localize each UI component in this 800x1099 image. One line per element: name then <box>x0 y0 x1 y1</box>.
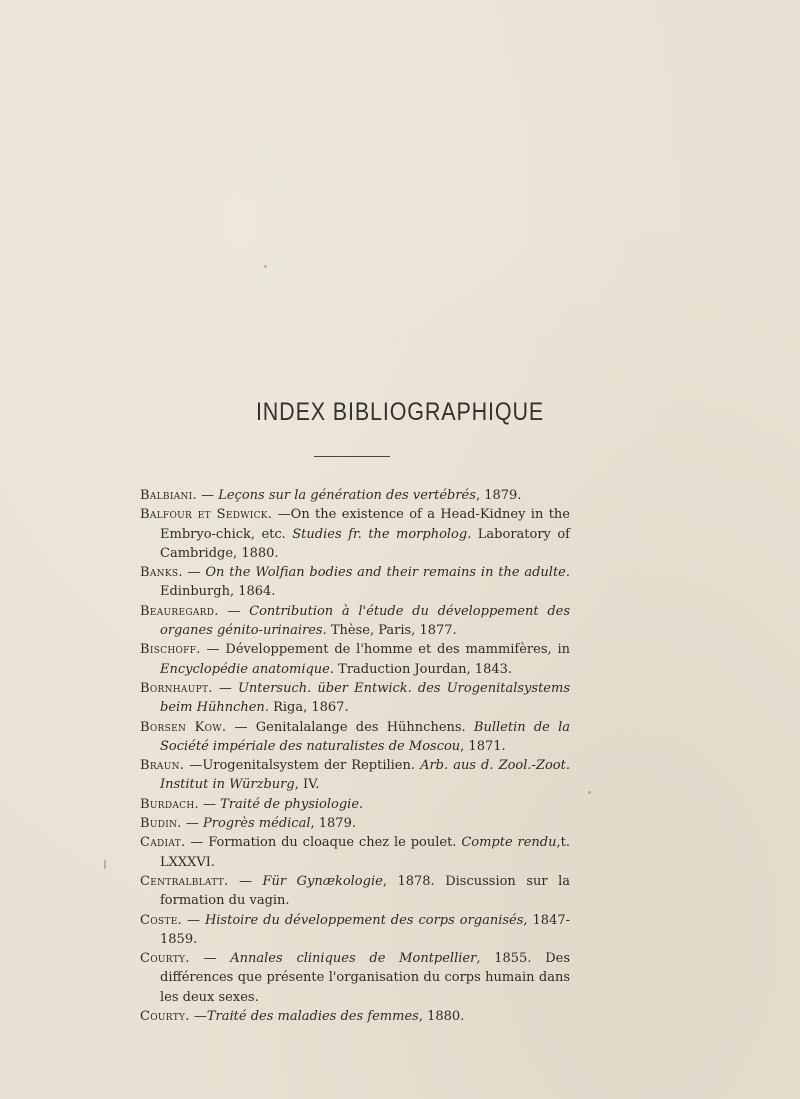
paper-speck <box>264 265 267 268</box>
paper-speck <box>232 1012 234 1016</box>
entry-separator: — <box>184 758 203 774</box>
bibliography-entry <box>140 814 570 833</box>
entry-work-title: Arb. aus d. Zool.-Zoot. Institut in Würzburg <box>160 758 570 793</box>
entry-separator: — <box>228 873 263 889</box>
entry-separator: — <box>226 719 256 735</box>
bibliography-entry <box>140 949 570 1007</box>
bibliography-entry <box>140 795 570 814</box>
entry-separator: — <box>212 680 238 696</box>
entry-author: Bornhaupt. <box>140 680 213 696</box>
bibliography-entry <box>140 718 570 757</box>
entry-separator: — <box>272 507 291 523</box>
entry-author: Borsen Kow. <box>140 719 227 735</box>
entry-work-title: Untersuch. über Entwick. des Urogenitalsystems beim Hühnchen. <box>160 680 570 716</box>
bibliography-entry <box>140 756 570 795</box>
paper-speck <box>104 860 106 869</box>
entry-details: Thèse, Paris, 1877. <box>326 623 457 639</box>
entry-author: Braun. <box>140 758 185 774</box>
entry-separator: — <box>200 642 226 658</box>
entry-author: Centralblatt. <box>140 873 229 889</box>
entry-work-title: Traité de physiologie. <box>220 796 364 812</box>
entry-details: Traduction Jourdan, 1843. <box>334 661 513 677</box>
entry-details: , IV. <box>294 777 320 793</box>
entry-work-title: Annales cliniques de Montpellier <box>230 951 477 967</box>
entry-details: ,t. LXXXVI. <box>160 835 570 870</box>
bibliography-entry <box>140 640 570 679</box>
bibliography-entry <box>140 602 570 641</box>
entry-author: Courty. <box>140 951 190 967</box>
entry-details: Riga, 1867. <box>268 700 349 716</box>
bibliography-entry <box>140 911 570 950</box>
entry-work-title: Histoire du développement des corps organisés <box>204 912 524 928</box>
entry-separator: — <box>218 603 250 619</box>
entry-details: , 1855. Des différences que présente l'organisation du corps humain dans les deux sexes. <box>160 951 571 1005</box>
entry-author: Courty. <box>140 1009 190 1025</box>
entry-work-title: Leçons sur la génération des vertébrés <box>218 488 476 503</box>
entry-details: , 1879. <box>475 488 522 503</box>
entry-work-title: Contribution à l'étude du développement des organes génito-urinaires. <box>160 603 571 639</box>
bibliography-list <box>140 486 570 1026</box>
entry-separator: — <box>181 816 203 832</box>
entry-details: , 1878. Discussion sur la formation du vagin. <box>160 873 571 909</box>
bibliography-entry <box>140 505 570 563</box>
entry-note: Développement de l'homme et des mammifères, in <box>225 642 571 658</box>
entry-note: On the existence of a Head-Kidney in the Embryo-chick, etc. <box>160 507 571 542</box>
entry-work-title: Für Gynækologie <box>262 873 383 889</box>
entry-details: , 1847-1859. <box>160 912 570 947</box>
entry-work-title: Compte rendu <box>461 835 557 851</box>
paper-speck <box>588 791 591 794</box>
entry-separator: — <box>189 951 231 967</box>
bibliography-entry <box>140 679 570 718</box>
bibliography-entry <box>140 486 570 505</box>
entry-work-title: Encyclopédie anatomique. <box>160 661 335 677</box>
title-divider <box>314 456 390 457</box>
entry-note: Formation du cloaque chez le poulet. <box>208 835 462 851</box>
entry-author: Banks. <box>140 565 183 581</box>
entry-author: Cadiat. <box>140 835 186 851</box>
bibliography-entry <box>140 872 570 911</box>
entry-note: Genitalalange des Hühnchens. <box>255 719 474 735</box>
entry-details: , 1879. <box>310 816 356 832</box>
entry-work-title: Studies fr. the morpholog. <box>292 526 472 542</box>
entry-work-title: Traité des maladies des femmes <box>206 1009 419 1025</box>
entry-note: Urogenitalsystem der Reptilien. <box>202 758 421 774</box>
entry-separator: — <box>198 796 221 812</box>
page-title: INDEX BIBLIOGRAPHIQUE <box>255 398 545 426</box>
entry-separator: — <box>189 1009 207 1025</box>
entry-author: Burdach. <box>140 796 199 812</box>
entry-author: Coste. <box>140 912 182 928</box>
bibliography-entry <box>140 833 570 872</box>
entry-separator: — <box>185 835 209 851</box>
entry-work-title: Bulletin de la Société impériale des naturalistes de Moscou <box>160 719 570 754</box>
entry-details: , 1880. <box>418 1009 465 1025</box>
bibliography-entry <box>140 563 570 602</box>
entry-author: Bischoff. <box>140 642 201 658</box>
entry-separator: — <box>182 912 205 928</box>
entry-author: Budin. <box>140 816 182 832</box>
entry-details: Edinburgh, 1864. <box>160 584 276 600</box>
entry-author: Beauregard. <box>140 603 219 619</box>
entry-work-title: Progrès médical <box>202 816 311 832</box>
entry-author: Balfour et Sedwick. <box>140 507 273 523</box>
entry-details: Laboratory of Cambridge, 1880. <box>160 526 570 561</box>
entry-details: , 1871. <box>460 738 506 754</box>
bibliography-entry <box>140 1007 570 1026</box>
entry-author: Balbiani. <box>140 488 197 503</box>
entry-separator: — <box>196 488 219 503</box>
entry-work-title: On the Wolfian bodies and their remains in the adulte. <box>205 565 571 581</box>
entry-separator: — <box>182 565 206 581</box>
